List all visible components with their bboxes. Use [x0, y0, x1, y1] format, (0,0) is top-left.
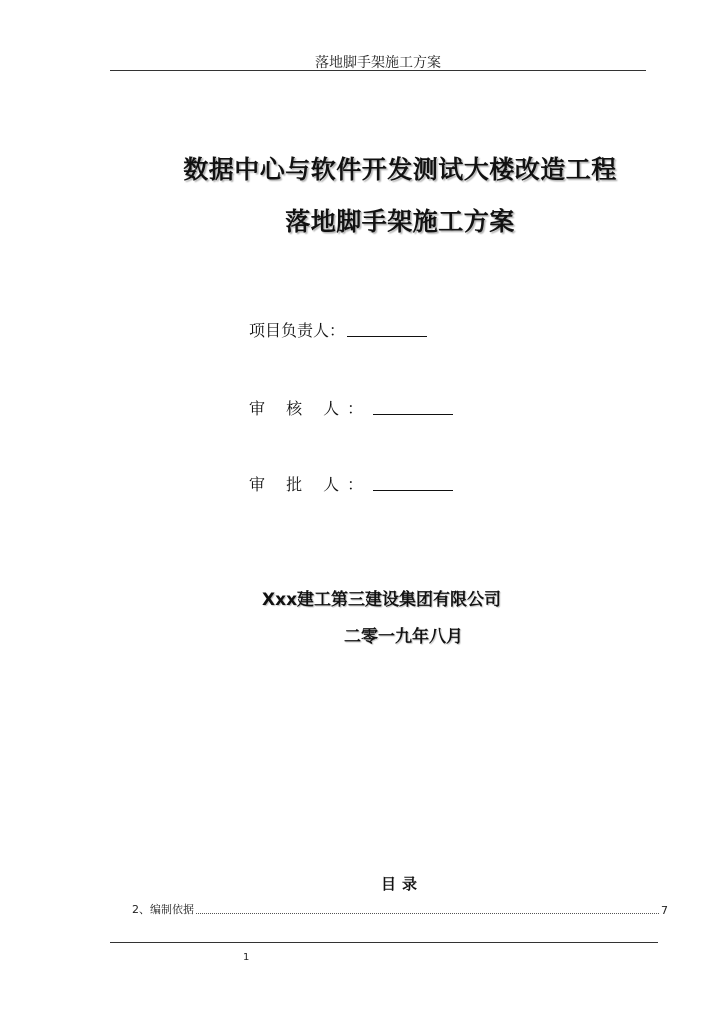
- signature-label: 项目负责人：: [249, 320, 346, 340]
- signature-label: 审 批 人：: [249, 474, 372, 494]
- signature-blank-line: [373, 402, 453, 415]
- page-number: 1: [243, 952, 250, 963]
- toc-entry-page: 7: [661, 904, 668, 917]
- signature-row-project-leader: [249, 318, 427, 342]
- signature-label: 审 核 人：: [249, 398, 372, 418]
- signature-blank-line: [347, 324, 427, 337]
- toc-entry[interactable]: [132, 901, 668, 917]
- toc-leader-dots: [196, 913, 659, 914]
- company-name: Xxx建工第三建设集团有限公司: [262, 590, 502, 610]
- footer-divider: [110, 942, 658, 943]
- signature-blank-line: [373, 478, 453, 491]
- page-header-title: 落地脚手架施工方案: [315, 55, 441, 71]
- issue-date: 二零一九年八月: [344, 627, 463, 647]
- signature-row-reviewer: [249, 396, 453, 420]
- signature-row-approver: [249, 472, 453, 496]
- header-divider: [110, 70, 646, 71]
- toc-title: 目录: [381, 875, 424, 893]
- project-title: 数据中心与软件开发测试大楼改造工程: [183, 155, 617, 184]
- toc-entry-label: 2、编制依据: [132, 903, 194, 916]
- plan-title: 落地脚手架施工方案: [285, 207, 515, 236]
